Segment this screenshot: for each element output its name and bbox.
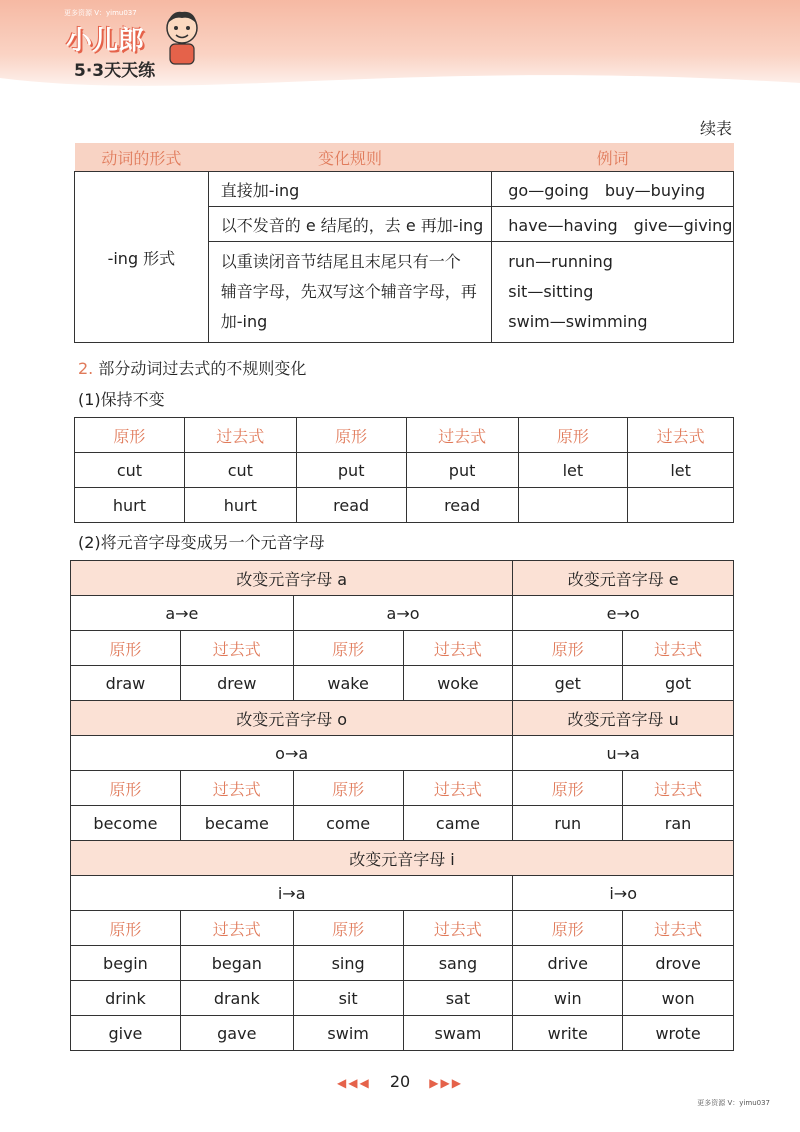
group-row xyxy=(71,701,734,736)
header-cell: 过去式 xyxy=(406,418,518,453)
example-line: swim—swimming xyxy=(508,312,648,331)
rule-cell: 以不发音的 e 结尾的，去 e 再加-ing xyxy=(208,207,492,242)
group-title: 改变元音字母 o xyxy=(71,701,513,736)
watermark: 更多资源 V：yimu037 xyxy=(697,1099,770,1107)
table-cell: cut xyxy=(184,453,296,488)
table-cell: begin xyxy=(71,946,181,981)
pattern-row xyxy=(71,736,734,771)
table-cell: sang xyxy=(403,946,513,981)
rule-cell xyxy=(208,242,492,343)
pattern-cell: i→a xyxy=(71,876,513,911)
pattern-cell: o→a xyxy=(71,736,513,771)
rule-cell: 直接加-ing xyxy=(208,172,492,207)
table-cell: put xyxy=(406,453,518,488)
pattern-cell: a→e xyxy=(71,596,294,631)
table-row xyxy=(75,488,734,523)
header-cell: 原形 xyxy=(518,418,628,453)
table-cell: ran xyxy=(623,806,734,841)
table-cell: get xyxy=(513,666,623,701)
label-row xyxy=(71,631,734,666)
pattern-cell: u→a xyxy=(513,736,734,771)
table-cell: drove xyxy=(623,946,734,981)
page-number: 20 xyxy=(389,1072,411,1091)
base-label: 原形 xyxy=(71,911,181,946)
label-row xyxy=(71,911,734,946)
table-cell: swim xyxy=(293,1016,403,1051)
header-cell: 动词的形式 xyxy=(75,143,209,172)
pattern-cell: e→o xyxy=(513,596,734,631)
page-footer xyxy=(0,1072,800,1091)
base-label: 原形 xyxy=(513,631,623,666)
past-label: 过去式 xyxy=(403,771,513,806)
table-row xyxy=(75,453,734,488)
mascot-icon xyxy=(160,8,204,66)
rule-line: 加-ing xyxy=(220,312,268,331)
base-label: 原形 xyxy=(513,911,623,946)
example-cell xyxy=(492,242,734,343)
table-cell: drank xyxy=(180,981,293,1016)
base-label: 原形 xyxy=(71,771,181,806)
group-title: 改变元音字母 i xyxy=(71,841,734,876)
base-label: 原形 xyxy=(513,771,623,806)
logo-small-text: 更多资源 V：yimu037 xyxy=(64,9,137,17)
past-label: 过去式 xyxy=(623,771,734,806)
table-row xyxy=(71,946,734,981)
vowel-change-table xyxy=(70,560,734,1051)
table-row xyxy=(75,172,734,207)
table-cell: sat xyxy=(403,981,513,1016)
section-heading xyxy=(78,356,306,379)
form-cell: -ing 形式 xyxy=(75,172,209,343)
example-line: run—running xyxy=(508,252,613,271)
table-cell: cut xyxy=(75,453,185,488)
page-header xyxy=(0,0,800,100)
table-cell: woke xyxy=(403,666,513,701)
table-header-row xyxy=(75,143,734,172)
table-cell: sit xyxy=(293,981,403,1016)
table-row xyxy=(71,666,734,701)
table-cell: run xyxy=(513,806,623,841)
table-cell: drink xyxy=(71,981,181,1016)
ing-form-table xyxy=(74,143,734,343)
group-row xyxy=(71,561,734,596)
table-cell: put xyxy=(296,453,406,488)
pattern-cell: a→o xyxy=(293,596,513,631)
table-cell: began xyxy=(180,946,293,981)
table-cell: drew xyxy=(180,666,293,701)
table-cell: let xyxy=(628,453,734,488)
table-cell: read xyxy=(406,488,518,523)
pattern-cell: i→o xyxy=(513,876,734,911)
table-cell xyxy=(518,488,628,523)
pattern-row xyxy=(71,596,734,631)
group-title: 改变元音字母 a xyxy=(71,561,513,596)
table-cell: came xyxy=(403,806,513,841)
past-label: 过去式 xyxy=(623,631,734,666)
header-cell: 变化规则 xyxy=(208,143,492,172)
table-cell: hurt xyxy=(75,488,185,523)
table-row xyxy=(71,806,734,841)
table-cell: come xyxy=(293,806,403,841)
base-label: 原形 xyxy=(293,771,403,806)
past-label: 过去式 xyxy=(180,771,293,806)
base-label: 原形 xyxy=(71,631,181,666)
section-number: 2. xyxy=(78,359,94,378)
table-cell xyxy=(628,488,734,523)
table-header-row xyxy=(75,418,734,453)
rule-line: 以重读闭音节结尾且末尾只有一个 xyxy=(220,252,461,271)
table-cell: let xyxy=(518,453,628,488)
table-cell: wake xyxy=(293,666,403,701)
table-row xyxy=(71,981,734,1016)
header-cell: 原形 xyxy=(296,418,406,453)
unchanged-verbs-table xyxy=(74,417,734,523)
table-cell: gave xyxy=(180,1016,293,1051)
group-title: 改变元音字母 e xyxy=(513,561,734,596)
next-arrows-icon: ▶▶▶ xyxy=(429,1076,463,1090)
example-line: sit—sitting xyxy=(508,282,594,301)
rule-line: 辅音字母，先双写这个辅音字母，再 xyxy=(220,282,477,301)
logo-brand: 小儿郎 xyxy=(66,26,145,56)
prev-arrows-icon: ◀◀◀ xyxy=(337,1076,371,1090)
past-label: 过去式 xyxy=(403,631,513,666)
table-cell: give xyxy=(71,1016,181,1051)
example-cell: go—going buy—buying xyxy=(492,172,734,207)
label-row xyxy=(71,771,734,806)
header-cell: 过去式 xyxy=(628,418,734,453)
logo-subtitle: 5·3天天练 xyxy=(74,61,156,81)
past-label: 过去式 xyxy=(180,911,293,946)
base-label: 原形 xyxy=(293,911,403,946)
table-cell: wrote xyxy=(623,1016,734,1051)
section-title: 部分动词过去式的不规则变化 xyxy=(98,359,307,378)
header-cell: 过去式 xyxy=(184,418,296,453)
table-cell: become xyxy=(71,806,181,841)
table-cell: draw xyxy=(71,666,181,701)
table-cell: became xyxy=(180,806,293,841)
header-cell: 例词 xyxy=(492,143,734,172)
table-cell: hurt xyxy=(184,488,296,523)
subsection-1-title: (1)保持不变 xyxy=(78,390,165,409)
subsection-2-title: (2)将元音字母变成另一个元音字母 xyxy=(78,533,325,552)
table-row xyxy=(71,1016,734,1051)
continued-label: 续表 xyxy=(700,119,733,138)
table-cell: write xyxy=(513,1016,623,1051)
past-label: 过去式 xyxy=(180,631,293,666)
table-cell: read xyxy=(296,488,406,523)
past-label: 过去式 xyxy=(623,911,734,946)
table-cell: got xyxy=(623,666,734,701)
group-row xyxy=(71,841,734,876)
table-cell: win xyxy=(513,981,623,1016)
table-cell: swam xyxy=(403,1016,513,1051)
example-cell: have—having give—giving xyxy=(492,207,734,242)
group-title: 改变元音字母 u xyxy=(513,701,734,736)
base-label: 原形 xyxy=(293,631,403,666)
header-cell: 原形 xyxy=(75,418,185,453)
table-cell: sing xyxy=(293,946,403,981)
table-cell: drive xyxy=(513,946,623,981)
pattern-row xyxy=(71,876,734,911)
past-label: 过去式 xyxy=(403,911,513,946)
table-cell: won xyxy=(623,981,734,1016)
